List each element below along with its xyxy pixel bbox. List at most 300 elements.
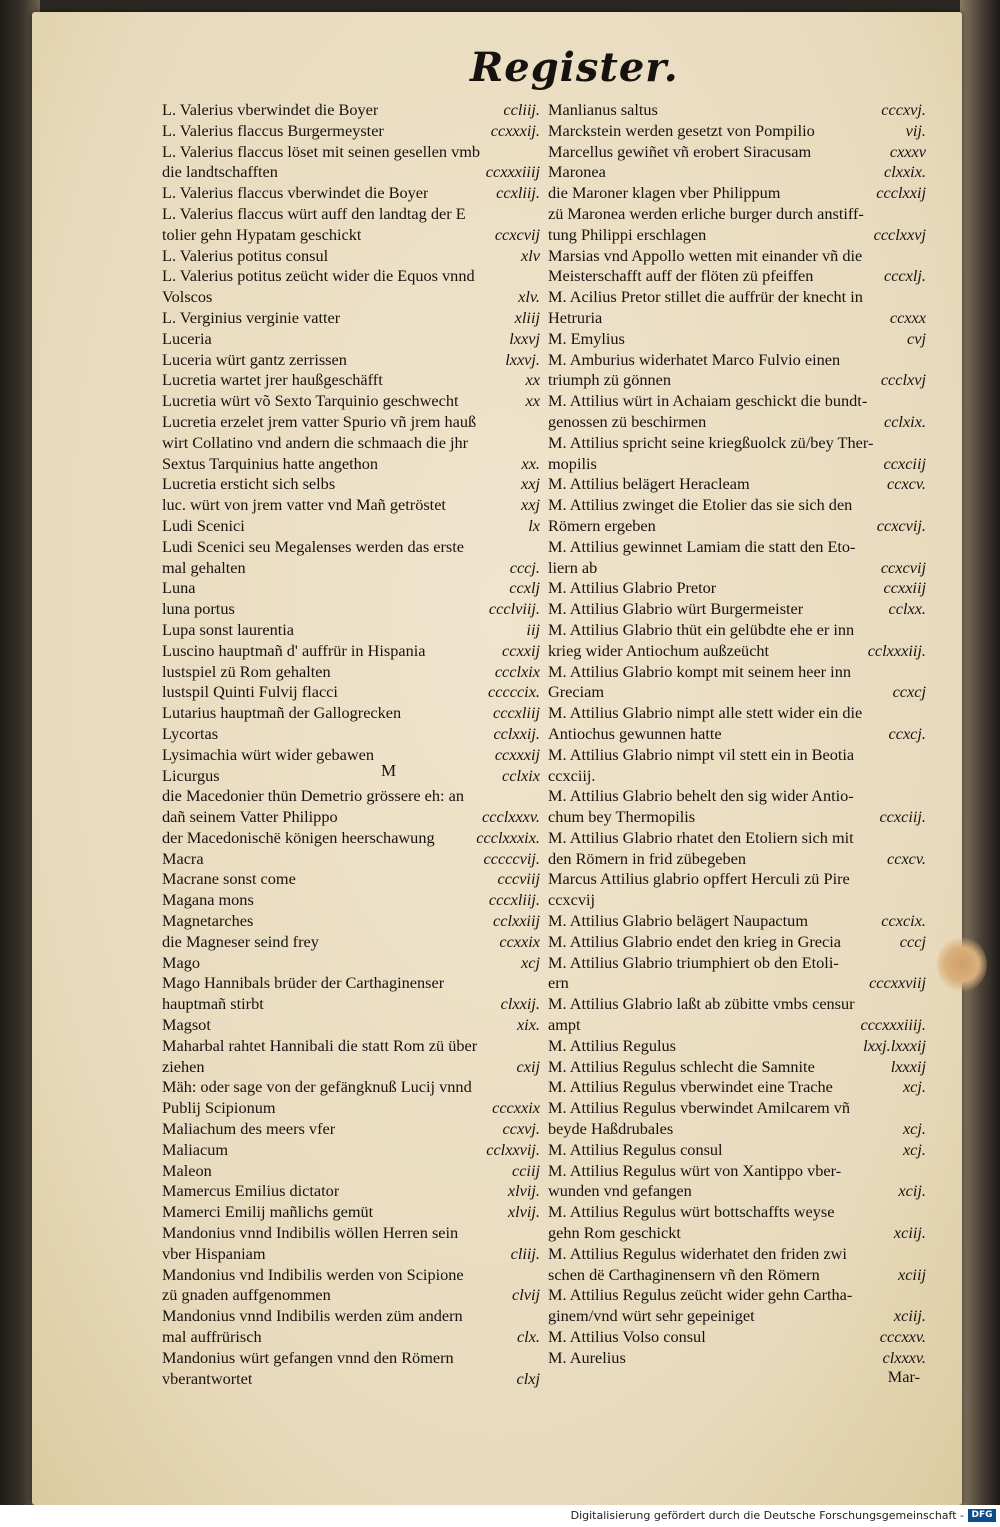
register-entry <box>162 204 540 225</box>
register-entry <box>162 973 540 994</box>
entry-text: M. Attilius Glabrio nimpt vil stett ein in Beotia <box>548 744 855 764</box>
register-entry <box>162 454 540 475</box>
entry-folio: cclxx. <box>888 599 926 619</box>
entry-text: krieg wider Antiochum außzeücht <box>548 640 770 660</box>
entry-text: L. Valerius flaccus würt auff den landtag der E <box>162 203 466 223</box>
entry-text: M. Attilius Glabrio würt Burgermeister <box>548 599 804 619</box>
entry-text: ccxcvij <box>548 890 596 910</box>
entry-folio: cxxxv <box>889 141 926 161</box>
entry-text: M. Attilius belägert Heracleam <box>548 474 750 494</box>
entry-folio: clxxix. <box>883 162 926 182</box>
digitization-footer <box>0 1505 1000 1527</box>
register-entry <box>548 100 926 121</box>
register-entry <box>162 994 540 1015</box>
entry-text: Mamercus Emilius dictator <box>162 1181 340 1201</box>
entry-text: zü gnaden auffgenommen <box>162 1285 331 1305</box>
entry-text: chum bey Thermopilis <box>548 807 696 827</box>
entry-folio <box>918 890 926 911</box>
entry-text: die Maroner klagen vber Philippum <box>548 183 781 203</box>
register-entry <box>162 225 540 246</box>
entry-text: M. Attilius Regulus würt bottschaffts weyse <box>548 1202 835 1222</box>
register-entry <box>162 516 540 537</box>
entry-text: M. Attilius Regulus vberwindet eine Trache <box>548 1077 833 1097</box>
entry-folio <box>532 412 540 433</box>
register-entry <box>548 578 926 599</box>
register-entry <box>548 1223 926 1244</box>
entry-text: Mago <box>162 952 200 972</box>
entry-folio: clx. <box>516 1327 540 1347</box>
entry-folio: xlv. <box>518 287 540 307</box>
register-entry <box>162 433 540 454</box>
register-entry <box>162 266 540 287</box>
entry-folio <box>918 745 926 766</box>
entry-folio: cclxxxiij. <box>867 640 926 660</box>
entry-text: Lupa sonst laurentia <box>162 619 295 639</box>
entry-folio <box>918 620 926 641</box>
entry-text: zü Maronea werden erliche burger durch anstiff- <box>548 203 864 223</box>
entry-folio: ccxxxij <box>494 744 540 764</box>
entry-text: L. Verginius verginie vatter <box>162 307 341 327</box>
register-entry <box>162 308 540 329</box>
entry-text: Mago Hannibals brüder der Carthaginenser <box>162 973 445 993</box>
entry-text: Magana mons <box>162 890 254 910</box>
entry-folio: ccliij. <box>503 100 540 119</box>
entry-folio: cclxix. <box>883 411 926 431</box>
entry-text: tung Philippi erschlagen <box>548 224 707 244</box>
entry-folio: xlvij. <box>507 1181 540 1201</box>
entry-folio: cciij <box>511 1160 540 1180</box>
entry-folio <box>532 266 540 287</box>
entry-text: Macra <box>162 848 204 868</box>
entry-folio: cclxxvij. <box>486 1139 540 1159</box>
entry-folio: cccviij <box>497 869 540 889</box>
register-entry <box>162 745 540 766</box>
entry-folio: ccxcv. <box>887 474 926 494</box>
entry-text: luna portus <box>162 599 235 619</box>
entry-text: Marcus Attilius glabrio opffert Herculi zü Pire <box>548 869 850 889</box>
entry-text: M. Acilius Pretor stillet die auffrür der knecht in <box>548 287 863 307</box>
register-entry <box>162 1306 540 1327</box>
entry-folio <box>532 1306 540 1327</box>
entry-text: M. Attilius Volso consul <box>548 1327 706 1347</box>
entry-folio: ccxcix. <box>881 911 926 931</box>
entry-folio: lx <box>528 515 540 535</box>
entry-text: Ludi Scenici <box>162 515 245 535</box>
entry-text: M. Attilius Regulus würt von Xantippo vber- <box>548 1160 842 1180</box>
entry-text: vberantwortet <box>162 1368 253 1388</box>
entry-folio: ccxvj. <box>502 1119 540 1139</box>
entry-text: Lycortas <box>162 723 219 743</box>
entry-text: M. Attilius Glabrio laßt ab zübitte vmbs censur <box>548 994 855 1014</box>
register-entry <box>162 1327 540 1348</box>
register-entry <box>162 1057 540 1078</box>
entry-folio: xx <box>525 370 540 390</box>
register-entry <box>548 869 926 890</box>
entry-text: M. Emylius <box>548 328 625 348</box>
entry-text: M. Attilius Regulus <box>548 1035 677 1055</box>
entry-text: ern <box>548 973 569 993</box>
register-entry <box>548 745 926 766</box>
register-entry <box>548 953 926 974</box>
register-entry <box>548 142 926 163</box>
entry-text: M. Attilius Glabrio behelt den sig wider Antio- <box>548 786 854 806</box>
entry-folio: cccccvij. <box>483 848 540 868</box>
register-entry <box>162 620 540 641</box>
entry-folio: cvj <box>907 328 926 348</box>
register-entry <box>548 1327 926 1348</box>
entry-text: tolier gehn Hypatam geschickt <box>162 224 362 244</box>
register-entry <box>548 1202 926 1223</box>
entry-folio: xxj <box>521 474 540 494</box>
entry-folio: ccclxxxix. <box>476 827 540 847</box>
register-entry <box>548 1285 926 1306</box>
register-entry <box>162 1181 540 1202</box>
entry-folio: ccxliij. <box>496 183 540 203</box>
register-entry <box>548 1057 926 1078</box>
register-entry <box>162 100 540 121</box>
register-entry <box>548 1161 926 1182</box>
entry-text: Hetruria <box>548 307 603 327</box>
entry-folio <box>918 662 926 683</box>
entry-folio: ccclxix <box>494 661 540 681</box>
register-entry <box>162 287 540 308</box>
register-entry <box>548 662 926 683</box>
entry-folio: xx <box>525 391 540 411</box>
register-entry <box>548 682 926 703</box>
register-entry <box>548 766 926 787</box>
register-entry <box>162 786 540 807</box>
register-entry <box>162 412 540 433</box>
footer-credit: Digitalisierung gefördert durch die Deutsche Forschungsgemeinschaft - <box>570 1509 964 1522</box>
entry-folio <box>532 142 540 163</box>
entry-folio: iij <box>526 619 540 639</box>
entry-folio: ccclxxxv. <box>482 807 540 827</box>
register-entry <box>548 162 926 183</box>
entry-folio: clxj <box>516 1368 540 1388</box>
entry-text: Mäh: oder sage von der gefängknuß Lucij vnnd <box>162 1077 472 1097</box>
register-entry <box>162 495 540 516</box>
entry-text: M. Attilius Glabrio thüt ein gelübdte ehe er inn <box>548 619 855 639</box>
entry-folio: lxxvj. <box>505 349 540 369</box>
entry-folio: cccxliij. <box>488 890 540 910</box>
register-entry <box>162 869 540 890</box>
register-entry <box>548 620 926 641</box>
entry-folio: cccj <box>899 931 926 951</box>
entry-text: L. Valerius flaccus Burgermeyster <box>162 120 384 140</box>
entry-folio: lxxvj <box>509 328 540 348</box>
entry-text: Luceria <box>162 328 212 348</box>
entry-folio <box>532 786 540 807</box>
register-entry <box>548 412 926 433</box>
entry-folio: xlv <box>521 245 540 265</box>
entry-folio: ccxcvij <box>880 557 926 577</box>
entry-folio: cxij <box>516 1056 540 1076</box>
entry-folio: vij. <box>905 120 926 140</box>
register-entry <box>162 1244 540 1265</box>
entry-text: Marckstein werden gesetzt von Pompilio <box>548 120 815 140</box>
register-entry <box>548 1348 926 1369</box>
entry-text: liern ab <box>548 557 598 577</box>
register-entry <box>548 495 926 516</box>
entry-folio: xciij. <box>893 1223 926 1243</box>
entry-folio: ccclxxvj <box>873 224 926 244</box>
entry-folio: ccxlj <box>509 578 540 598</box>
entry-text: hauptmañ stirbt <box>162 994 264 1014</box>
register-entry <box>162 246 540 267</box>
register-entry <box>162 932 540 953</box>
entry-folio <box>918 287 926 308</box>
register-entry <box>548 537 926 558</box>
entry-text: dañ seinem Vatter Philippo <box>162 807 338 827</box>
entry-text: Mandonius vnd Indibilis werden von Scipione <box>162 1264 464 1284</box>
entry-text: Maharbal rahtet Hannibali die statt Rom zü über <box>162 1035 478 1055</box>
register-entry <box>162 1223 540 1244</box>
entry-text: Magnetarches <box>162 911 254 931</box>
entry-text: Römern ergeben <box>548 515 656 535</box>
entry-folio: xciij. <box>893 1306 926 1326</box>
entry-folio <box>532 1348 540 1369</box>
register-entry <box>162 890 540 911</box>
entry-text: wunden vnd gefangen <box>548 1181 692 1201</box>
register-column-right <box>548 100 926 1369</box>
register-entry <box>162 1265 540 1286</box>
entry-folio: xix. <box>516 1015 540 1035</box>
register-entry <box>548 973 926 994</box>
entry-folio: ccxcvij <box>494 224 540 244</box>
register-entry <box>162 121 540 142</box>
register-entry <box>162 183 540 204</box>
register-entry <box>162 391 540 412</box>
entry-text: Mandonius vnnd Indibilis wöllen Herren sein <box>162 1223 459 1243</box>
register-entry <box>162 558 540 579</box>
entry-folio: cccxlj. <box>883 266 926 286</box>
register-entry <box>548 183 926 204</box>
entry-folio <box>918 869 926 890</box>
entry-folio: cclxxij. <box>493 723 540 743</box>
register-entry <box>548 932 926 953</box>
entry-text: M. Attilius Regulus vberwindet Amilcarem vñ <box>548 1098 851 1118</box>
section-letter: M <box>381 761 397 780</box>
register-entry <box>548 204 926 225</box>
entry-folio: ccxxx <box>889 307 926 327</box>
entry-text: vber Hispaniam <box>162 1243 266 1263</box>
entry-folio: ccclxxij <box>876 183 926 203</box>
entry-text: triumph zü gönnen <box>548 370 671 390</box>
register-entry <box>548 1265 926 1286</box>
entry-folio: xcj. <box>902 1119 926 1139</box>
entry-folio <box>532 433 540 454</box>
register-entry <box>548 849 926 870</box>
book-edge-right <box>960 0 1000 1505</box>
entry-folio: ccxxxij. <box>490 120 540 140</box>
register-entry <box>548 454 926 475</box>
entry-folio <box>918 1285 926 1306</box>
register-entry <box>162 1140 540 1161</box>
paper-stain <box>937 937 987 992</box>
entry-folio: lxxxij <box>890 1056 926 1076</box>
entry-folio: ccxxix <box>499 931 540 951</box>
entry-folio: cccxxxiiij. <box>860 1015 926 1035</box>
entry-folio: xcj. <box>902 1077 926 1097</box>
entry-text: den Römern in frid zübegeben <box>548 848 747 868</box>
register-entry <box>548 308 926 329</box>
entry-text: M. Attilius würt in Achaiam geschickt die bundt- <box>548 391 868 411</box>
register-column-left <box>162 100 540 1389</box>
entry-folio <box>532 204 540 225</box>
entry-text: Manlianus saltus <box>548 100 658 119</box>
entry-folio: ccxcj <box>892 682 926 702</box>
register-entry <box>548 246 926 267</box>
entry-text: ccxciij. <box>548 765 596 785</box>
register-entry <box>162 599 540 620</box>
entry-folio: xx. <box>521 453 540 473</box>
register-entry <box>548 266 926 287</box>
entry-text: M. Attilius Glabrio belägert Naupactum <box>548 911 808 931</box>
entry-folio <box>918 1098 926 1119</box>
register-entry <box>548 807 926 828</box>
entry-folio <box>532 537 540 558</box>
entry-text: luc. würt von jrem vatter vnd Mañ getröstet <box>162 495 446 515</box>
register-entry <box>548 474 926 495</box>
entry-folio <box>918 703 926 724</box>
entry-text: M. Attilius Glabrio Pretor <box>548 578 717 598</box>
entry-text: Luceria würt gantz zerrissen <box>162 349 347 369</box>
entry-text: beyde Haßdrubales <box>548 1119 674 1139</box>
entry-folio <box>918 391 926 412</box>
register-entry <box>162 1285 540 1306</box>
entry-folio: xcj <box>521 952 540 972</box>
entry-text: ampt <box>548 1015 581 1035</box>
entry-folio: xxj <box>521 495 540 515</box>
entry-text: genossen zü beschirmen <box>548 411 707 431</box>
entry-folio <box>918 204 926 225</box>
register-entry <box>548 1036 926 1057</box>
register-entry <box>162 1369 540 1390</box>
register-entry <box>548 703 926 724</box>
register-entry <box>548 516 926 537</box>
entry-text: Mandonius vnnd Indibilis werden züm andern <box>162 1306 463 1326</box>
register-entry <box>162 1119 540 1140</box>
register-entry <box>162 807 540 828</box>
register-entry <box>548 391 926 412</box>
register-entry <box>162 578 540 599</box>
register-entry <box>548 911 926 932</box>
entry-text: ziehen <box>162 1056 205 1076</box>
entry-folio: ccxxxiiij <box>485 162 540 182</box>
entry-folio <box>918 1161 926 1182</box>
register-entry <box>162 1202 540 1223</box>
register-entry <box>162 162 540 183</box>
entry-folio: ccclviij. <box>488 599 540 619</box>
entry-text: Antiochus gewunnen hatte <box>548 723 722 743</box>
entry-text: Sextus Tarquinius hatte angethon <box>162 453 379 473</box>
entry-text: Lucretia wartet jrer haußgeschäfft <box>162 370 383 390</box>
entry-text: L. Valerius vberwindet die Boyer <box>162 100 379 119</box>
entry-text: Luscino hauptmañ d' auffrür in Hispania <box>162 640 426 660</box>
entry-folio <box>918 953 926 974</box>
entry-text: mopilis <box>548 453 597 473</box>
entry-folio <box>918 537 926 558</box>
register-entry <box>162 953 540 974</box>
entry-folio: xciij <box>897 1264 926 1284</box>
register-entry <box>548 329 926 350</box>
entry-text: M. Attilius Glabrio triumphiert ob den Etoli- <box>548 952 839 972</box>
entry-folio: cccxxix <box>492 1098 540 1118</box>
register-entry <box>548 994 926 1015</box>
entry-text: Mamerci Emilij mañlichs gemüt <box>162 1202 374 1222</box>
entry-folio: cccxliij <box>493 703 540 723</box>
entry-folio <box>918 246 926 267</box>
entry-folio: cccj. <box>509 557 540 577</box>
entry-folio: xlvij. <box>507 1202 540 1222</box>
register-entry <box>162 849 540 870</box>
entry-folio: ccxcvij. <box>876 515 926 535</box>
register-entry <box>162 724 540 745</box>
register-entry <box>548 1306 926 1327</box>
entry-folio <box>532 1223 540 1244</box>
entry-text: M. Attilius gewinnet Lamiam die statt den Eto- <box>548 536 856 556</box>
entry-folio: cccxxv. <box>879 1327 926 1347</box>
entry-folio: cliij. <box>510 1243 540 1263</box>
entry-folio <box>918 766 926 787</box>
entry-folio <box>918 495 926 516</box>
register-entry <box>548 1098 926 1119</box>
register-entry <box>162 329 540 350</box>
entry-text: M. Attilius Glabrio kompt mit seinem heer inn <box>548 661 851 681</box>
entry-text: M. Attilius Glabrio nimpt alle stett wider ein die <box>548 703 863 723</box>
entry-folio <box>918 433 926 454</box>
entry-text: Maleon <box>162 1160 212 1180</box>
entry-text: Greciam <box>548 682 605 702</box>
register-entry <box>162 1077 540 1098</box>
register-entry <box>162 1098 540 1119</box>
entry-text: L. Valerius flaccus vberwindet die Boyer <box>162 183 429 203</box>
register-entry <box>548 786 926 807</box>
entry-folio: cccxxviij <box>869 973 926 993</box>
entry-text: gehn Rom geschickt <box>548 1223 681 1243</box>
register-entry <box>162 1348 540 1369</box>
entry-text: lustspil Quinti Fulvij flacci <box>162 682 338 702</box>
entry-folio: ccxcv. <box>887 848 926 868</box>
entry-folio: cccccix. <box>488 682 540 702</box>
entry-text: M. Attilius Regulus zeücht wider gehn Cartha- <box>548 1285 853 1305</box>
entry-text: ginem/vnd würt sehr gepeiniget <box>548 1306 755 1326</box>
entry-text: Lucretia erzelet jrem vatter Spurio vñ jrem hauß <box>162 411 477 431</box>
entry-text: Marcellus gewiñet vñ erobert Siracusam <box>548 141 812 161</box>
entry-text: M. Attilius Regulus consul <box>548 1139 723 1159</box>
entry-text: L. Valerius potitus consul <box>162 245 329 265</box>
entry-folio: ccxxiij <box>883 578 926 598</box>
page-heading: Register. <box>470 44 679 91</box>
entry-folio: lxxj.lxxxij <box>863 1035 926 1055</box>
entry-text: Lucretia ersticht sich selbs <box>162 474 336 494</box>
entry-text: M. Attilius spricht seine kriegßuolck zü/bey Ther- <box>548 432 874 452</box>
register-entry <box>548 287 926 308</box>
entry-text: die landtschafften <box>162 162 278 182</box>
entry-folio: cclxxiij <box>493 911 540 931</box>
register-entry <box>162 1161 540 1182</box>
entry-text: lustspiel zü Rom gehalten <box>162 661 331 681</box>
dfg-logo: DFG <box>968 1509 996 1522</box>
register-entry <box>548 1181 926 1202</box>
entry-text: der Macedonischë königen heerschawung <box>162 827 435 847</box>
register-entry <box>548 599 926 620</box>
entry-folio: ccxciij <box>883 453 926 473</box>
entry-text: Maliacum <box>162 1139 229 1159</box>
entry-folio: xcj. <box>902 1139 926 1159</box>
register-entry <box>548 1077 926 1098</box>
entry-text: Ludi Scenici seu Megalenses werden das erste <box>162 536 465 556</box>
